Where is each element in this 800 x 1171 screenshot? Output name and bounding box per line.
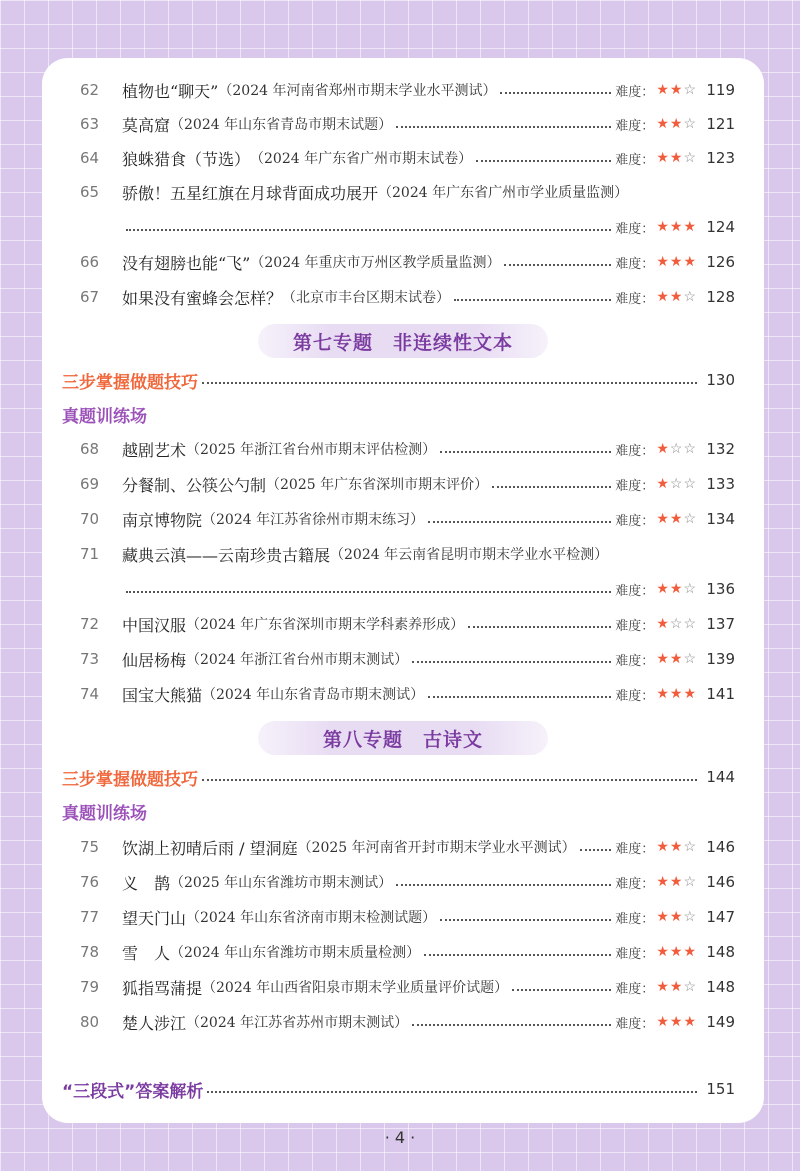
difficulty-stars — [656, 1014, 697, 1030]
entry-page: 130 — [706, 371, 735, 389]
star-empty-icon: ☆ — [669, 616, 684, 632]
difficulty-stars — [656, 254, 697, 270]
entry-source: （2025 年河南省开封市期末学业水平测试） — [297, 840, 576, 856]
difficulty-label: 难度： — [615, 618, 655, 634]
toc-entry[interactable] — [80, 141, 735, 175]
star-filled-icon: ★ — [656, 254, 670, 270]
star-filled-icon: ★ — [669, 82, 684, 98]
difficulty-stars — [656, 651, 697, 667]
difficulty-stars — [656, 686, 697, 702]
entry-title: 没有翅膀也能“飞” — [122, 253, 251, 273]
section-number: 第八专题 — [322, 728, 403, 751]
star-filled-icon: ★ — [669, 686, 684, 702]
difficulty-label: 难度： — [615, 583, 655, 599]
toc-entry[interactable] — [80, 432, 735, 466]
entry-number: 79 — [80, 978, 100, 996]
leader-dots — [454, 299, 611, 301]
difficulty-label: 难度： — [615, 911, 655, 927]
difficulty-label: 难度： — [615, 841, 655, 857]
star-empty-icon: ☆ — [683, 979, 697, 995]
difficulty-label: 难度： — [615, 946, 655, 962]
leader-dots — [428, 521, 611, 523]
entry-title: 仙居杨梅 — [122, 650, 187, 670]
section-name: 非连续性文本 — [393, 331, 514, 354]
star-filled-icon: ★ — [669, 254, 684, 270]
skill-label: 三步掌握做题技巧 — [62, 372, 198, 393]
entry-page: 149 — [706, 1013, 735, 1031]
star-filled-icon: ★ — [683, 1014, 697, 1030]
leader-dots — [396, 884, 611, 886]
star-empty-icon: ☆ — [669, 441, 684, 457]
toc-entry[interactable] — [80, 107, 735, 141]
star-filled-icon: ★ — [656, 839, 670, 855]
difficulty-stars — [656, 944, 697, 960]
difficulty-label: 难度： — [615, 513, 655, 529]
star-filled-icon: ★ — [669, 289, 684, 305]
entry-page: 133 — [706, 475, 735, 493]
entry-title: 如果没有蜜蜂会怎样？ — [122, 288, 283, 308]
toc-entry[interactable] — [80, 607, 735, 641]
entry-title: 望天门山 — [122, 908, 187, 928]
toc-entry[interactable] — [80, 935, 735, 969]
star-filled-icon: ★ — [656, 979, 670, 995]
entry-title: 狼蛛猎食（节选） — [122, 149, 251, 169]
entry-source: （2024 年广东省广州市学业质量监测） — [378, 185, 629, 201]
entry-title: 越剧艺术 — [122, 440, 187, 460]
section-8-title — [258, 721, 548, 755]
leader-dots — [492, 486, 611, 488]
leader-dots — [202, 779, 697, 781]
toc-entry[interactable] — [80, 677, 735, 711]
leader-dots — [512, 989, 611, 991]
difficulty-stars — [656, 476, 697, 492]
entry-title: 藏典云滇——云南珍贵古籍展 — [122, 545, 331, 565]
star-filled-icon: ★ — [656, 150, 670, 166]
star-filled-icon: ★ — [683, 944, 697, 960]
star-empty-icon: ☆ — [683, 116, 697, 132]
section-name: 古诗文 — [423, 728, 484, 751]
star-filled-icon: ★ — [683, 254, 697, 270]
toc-entry[interactable] — [80, 245, 735, 279]
entry-number: 70 — [80, 510, 100, 528]
entry-source: （2024 年山东省青岛市期末测试） — [202, 687, 425, 703]
star-filled-icon: ★ — [669, 909, 684, 925]
entry-title: 中国汉服 — [122, 615, 187, 635]
star-filled-icon: ★ — [669, 979, 684, 995]
entry-title: 植物也“聊天” — [122, 81, 219, 101]
star-filled-icon: ★ — [669, 150, 684, 166]
star-empty-icon: ☆ — [683, 150, 697, 166]
entry-title: 狐指骂蒲提 — [122, 978, 203, 998]
toc-entry[interactable] — [80, 970, 735, 1004]
entry-number: 67 — [80, 288, 100, 306]
entry-page: 126 — [706, 253, 735, 271]
difficulty-label: 难度： — [615, 478, 655, 494]
entry-number: 63 — [80, 115, 100, 133]
entry-page: 136 — [706, 580, 735, 598]
page-number: · 4 · — [384, 1128, 416, 1147]
entry-number: 78 — [80, 943, 100, 961]
entry-number: 80 — [80, 1013, 100, 1031]
difficulty-stars — [656, 289, 697, 305]
entry-title: 莫高窟 — [122, 115, 171, 135]
entry-source: （2025 年广东省深圳市期末评价） — [266, 477, 489, 493]
star-filled-icon: ★ — [656, 289, 670, 305]
difficulty-stars — [656, 116, 697, 132]
skill-label: 三步掌握做题技巧 — [62, 769, 198, 790]
difficulty-label: 难度： — [615, 443, 655, 459]
entry-source: （2024 年山东省济南市期末检测试题） — [186, 910, 437, 926]
star-empty-icon: ☆ — [683, 511, 697, 527]
star-filled-icon: ★ — [656, 82, 670, 98]
star-empty-icon: ☆ — [683, 441, 697, 457]
entry-source: （2024 年江苏省苏州市期末测试） — [186, 1015, 409, 1031]
difficulty-stars — [656, 581, 697, 597]
difficulty-label: 难度： — [615, 118, 655, 134]
entry-title: 国宝大熊猫 — [122, 685, 203, 705]
star-filled-icon: ★ — [656, 1014, 670, 1030]
toc-entry-continuation — [122, 210, 735, 244]
star-filled-icon: ★ — [656, 441, 670, 457]
section-number: 第七专题 — [292, 331, 373, 354]
toc-entry[interactable] — [80, 900, 735, 934]
toc-entry[interactable] — [80, 73, 735, 107]
entry-number: 66 — [80, 253, 100, 271]
star-empty-icon: ☆ — [683, 82, 697, 98]
difficulty-label: 难度： — [615, 221, 655, 237]
entry-title: 分餐制、公筷公勺制 — [122, 475, 267, 495]
leader-dots — [126, 229, 611, 231]
entry-page: 119 — [706, 81, 735, 99]
leader-dots — [468, 626, 611, 628]
skill-entry[interactable] — [62, 760, 735, 794]
entry-source: （北京市丰台区期末试卷） — [282, 290, 451, 306]
entry-page: 146 — [706, 873, 735, 891]
entry-title: 饮湖上初晴后雨 / 望洞庭 — [122, 838, 298, 858]
toc-entry[interactable] — [80, 502, 735, 536]
star-filled-icon: ★ — [656, 944, 670, 960]
star-filled-icon: ★ — [656, 581, 670, 597]
leader-dots — [126, 591, 611, 593]
leader-dots — [202, 382, 697, 384]
difficulty-label: 难度： — [615, 876, 655, 892]
leader-dots — [428, 696, 611, 698]
leader-dots — [424, 954, 611, 956]
star-empty-icon: ☆ — [669, 476, 684, 492]
star-filled-icon: ★ — [669, 219, 684, 235]
leader-dots — [440, 451, 611, 453]
entry-source: （2024 年云南省昆明市期末学业水平检测） — [330, 547, 609, 563]
difficulty-label: 难度： — [615, 1016, 655, 1032]
star-filled-icon: ★ — [656, 909, 670, 925]
difficulty-label: 难度： — [615, 152, 655, 168]
star-empty-icon: ☆ — [683, 651, 697, 667]
difficulty-stars — [656, 874, 697, 890]
star-filled-icon: ★ — [656, 511, 670, 527]
difficulty-stars — [656, 979, 697, 995]
star-filled-icon: ★ — [656, 874, 670, 890]
entry-source: （2024 年重庆市万州区教学质量监测） — [250, 255, 501, 271]
star-filled-icon: ★ — [656, 219, 670, 235]
star-filled-icon: ★ — [669, 581, 684, 597]
star-filled-icon: ★ — [669, 511, 684, 527]
leader-dots — [500, 92, 611, 94]
entry-page: 132 — [706, 440, 735, 458]
leader-dots — [412, 1024, 611, 1026]
entry-number: 77 — [80, 908, 100, 926]
star-empty-icon: ☆ — [683, 909, 697, 925]
difficulty-label: 难度： — [615, 256, 655, 272]
entry-number: 73 — [80, 650, 100, 668]
entry-number: 74 — [80, 685, 100, 703]
difficulty-stars — [656, 909, 697, 925]
entry-number: 68 — [80, 440, 100, 458]
difficulty-stars — [656, 616, 697, 632]
entry-title: 骄傲！五星红旗在月球背面成功展开 — [122, 183, 379, 203]
difficulty-stars — [656, 441, 697, 457]
difficulty-stars — [656, 82, 697, 98]
star-empty-icon: ☆ — [683, 874, 697, 890]
entry-page: 148 — [706, 978, 735, 996]
star-empty-icon: ☆ — [683, 616, 697, 632]
toc-entry[interactable] — [80, 642, 735, 676]
star-filled-icon: ★ — [669, 1014, 684, 1030]
entry-source: （2024 年山东省潍坊市期末质量检测） — [170, 945, 421, 961]
entry-title: 南京博物院 — [122, 510, 203, 530]
star-filled-icon: ★ — [656, 476, 670, 492]
entry-source: （2025 年浙江省台州市期末评估检测） — [186, 442, 437, 458]
leader-dots — [580, 849, 612, 851]
entry-number: 65 — [80, 183, 100, 201]
entry-source: （2024 年广东省深圳市期末学科素养形成） — [186, 617, 465, 633]
entry-page: 121 — [706, 115, 735, 133]
toc-entry-continuation — [122, 572, 735, 606]
entry-number: 71 — [80, 545, 100, 563]
difficulty-label: 难度： — [615, 291, 655, 307]
section-7-title — [258, 324, 548, 358]
entry-page: 137 — [706, 615, 735, 633]
leader-dots — [440, 919, 611, 921]
entry-page: 151 — [706, 1080, 735, 1098]
difficulty-label: 难度： — [615, 981, 655, 997]
entry-page: 141 — [706, 685, 735, 703]
toc-entry[interactable] — [80, 537, 735, 571]
star-filled-icon: ★ — [683, 686, 697, 702]
entry-number: 69 — [80, 475, 100, 493]
entry-page: 123 — [706, 149, 735, 167]
toc-entry[interactable] — [80, 175, 735, 209]
entry-page: 124 — [706, 218, 735, 236]
star-filled-icon: ★ — [656, 651, 670, 667]
skill-entry[interactable] — [62, 363, 735, 397]
entry-page: 139 — [706, 650, 735, 668]
star-filled-icon: ★ — [656, 616, 670, 632]
star-filled-icon: ★ — [669, 944, 684, 960]
star-filled-icon: ★ — [656, 116, 670, 132]
entry-page: 146 — [706, 838, 735, 856]
star-filled-icon: ★ — [669, 651, 684, 667]
difficulty-label: 难度： — [615, 688, 655, 704]
entry-page: 128 — [706, 288, 735, 306]
star-empty-icon: ☆ — [683, 289, 697, 305]
star-filled-icon: ★ — [683, 219, 697, 235]
star-empty-icon: ☆ — [683, 581, 697, 597]
difficulty-label: 难度： — [615, 84, 655, 100]
toc-entry[interactable] — [80, 865, 735, 899]
entry-source: （2024 年河南省郑州市期末学业水平测试） — [218, 83, 497, 99]
leader-dots — [412, 661, 611, 663]
entry-page: 147 — [706, 908, 735, 926]
entry-number: 64 — [80, 149, 100, 167]
entry-title: 雪 人 — [122, 943, 171, 963]
star-filled-icon: ★ — [669, 839, 684, 855]
entry-title: 楚人涉江 — [122, 1013, 187, 1033]
entry-number: 62 — [80, 81, 100, 99]
answer-key-label: “三段式”答案解析 — [62, 1081, 204, 1102]
practice-label: 真题训练场 — [62, 406, 147, 427]
leader-dots — [504, 264, 611, 266]
leader-dots — [396, 126, 611, 128]
entry-page: 144 — [706, 768, 735, 786]
entry-title: 义 鹊 — [122, 873, 171, 893]
entry-number: 75 — [80, 838, 100, 856]
entry-page: 134 — [706, 510, 735, 528]
practice-label: 真题训练场 — [62, 803, 147, 824]
star-filled-icon: ★ — [656, 686, 670, 702]
entry-source: （2024 年浙江省台州市期末测试） — [186, 652, 409, 668]
entry-source: （2024 年江苏省徐州市期末练习） — [202, 512, 425, 528]
difficulty-stars — [656, 839, 697, 855]
entry-number: 76 — [80, 873, 100, 891]
star-empty-icon: ☆ — [683, 476, 697, 492]
star-filled-icon: ★ — [669, 116, 684, 132]
entry-source: （2025 年山东省潍坊市期末测试） — [170, 875, 393, 891]
toc-entry[interactable] — [80, 280, 735, 314]
answer-key-entry[interactable] — [62, 1072, 735, 1106]
entry-number: 72 — [80, 615, 100, 633]
difficulty-stars — [656, 219, 697, 235]
toc-entry[interactable] — [80, 830, 735, 864]
leader-dots — [476, 160, 611, 162]
toc-entry[interactable] — [80, 467, 735, 501]
difficulty-stars — [656, 511, 697, 527]
star-empty-icon: ☆ — [683, 839, 697, 855]
difficulty-stars — [656, 150, 697, 166]
leader-dots — [207, 1091, 697, 1093]
entry-page: 148 — [706, 943, 735, 961]
toc-entry[interactable] — [80, 1005, 735, 1039]
entry-source: （2024 年山东省青岛市期末试题） — [170, 117, 393, 133]
star-filled-icon: ★ — [669, 874, 684, 890]
entry-source: （2024 年广东省广州市期末试卷） — [250, 151, 473, 167]
entry-source: （2024 年山西省阳泉市期末学业质量评价试题） — [202, 980, 509, 996]
difficulty-label: 难度： — [615, 653, 655, 669]
